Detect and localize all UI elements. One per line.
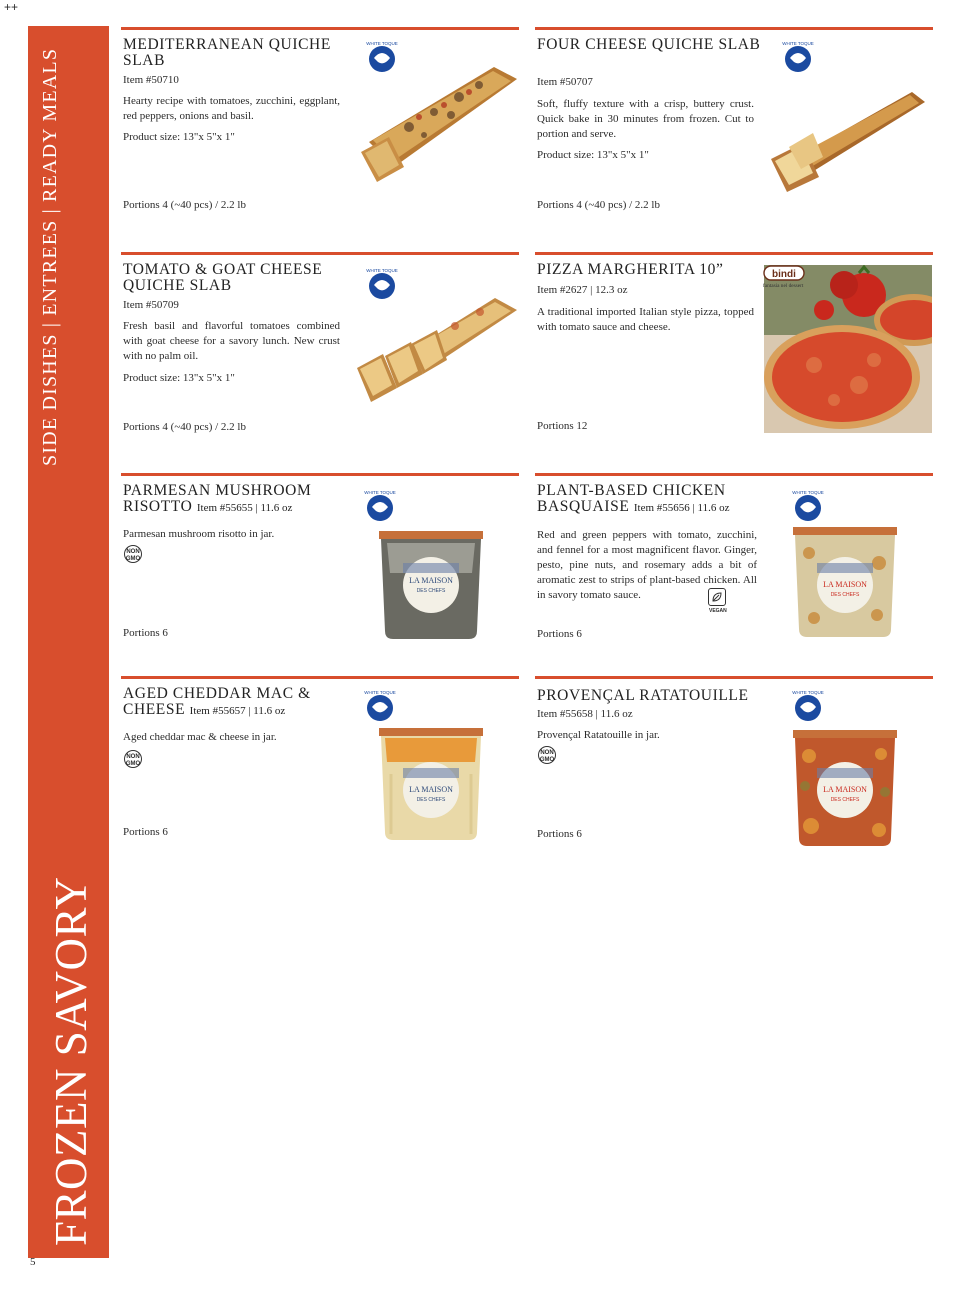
product-title: PARMESAN MUSHROOM RISOTTO Item #55655 | 11.6 oz [123,482,312,515]
product-item-number: Item #50707 [537,76,593,88]
jar-image [375,724,487,844]
white-toque-logo-icon [791,488,825,522]
svg-text:LA MAISON: LA MAISON [823,785,867,794]
quiche-slab-image [355,288,519,408]
bindi-logo-text: bindi [772,269,796,280]
product-description: Provençal Ratatouille in jar. [537,729,660,741]
svg-text:WHITE TOQUE: WHITE TOQUE [364,690,396,695]
sidebar-subtitle: SIDE DISHES | ENTREES | READY MEALS [39,47,61,466]
product-size: Product size: 13"x 5"x 1" [123,372,235,384]
product-portions: Portions 12 [537,420,588,432]
product-title: PLANT-BASED CHICKEN BASQUAISE Item #55656 | 11.6 oz [537,482,730,515]
white-toque-logo-icon [791,688,825,722]
vegan-icon [708,588,726,606]
product-portions: Portions 6 [537,628,582,640]
product-title: TOMATO & GOAT CHEESE QUICHE SLAB [123,261,323,294]
white-toque-logo-icon [363,488,397,522]
corner-mark: ++ [4,0,19,14]
svg-text:WHITE TOQUE: WHITE TOQUE [366,268,398,273]
card-rule [121,252,519,255]
white-toque-logo-icon [363,688,397,722]
product-card-mediterranean-quiche [121,27,519,217]
non-gmo-badge-icon: NON GMO [124,750,142,768]
product-size: Product size: 13"x 5"x 1" [537,149,649,161]
product-card-parmesan-risotto [121,473,519,663]
product-card-aged-cheddar-mac [121,676,519,866]
product-description: Fresh basil and flavorful tomatoes combined with goat cheese for a savory lunch. New crust with no palm oil. [123,320,340,362]
product-card-tomato-goat-quiche [121,252,519,442]
pizza-image [764,265,932,433]
product-item-number: Item #50710 [123,74,179,86]
product-description: Parmesan mushroom risotto in jar. [123,528,275,540]
product-item-number: Item #50709 [123,299,179,311]
svg-text:LA MAISON: LA MAISON [409,785,453,794]
svg-text:DES CHEFS: DES CHEFS [416,588,446,594]
svg-text:WHITE TOQUE: WHITE TOQUE [364,490,396,495]
product-portions: Portions 4 (~40 pcs) / 2.2 lb [537,199,660,211]
card-rule [535,473,933,476]
bindi-logo-icon [763,264,823,290]
card-rule [121,676,519,679]
product-card-pizza-margherita [535,252,933,442]
page-number: 5 [30,1256,36,1268]
card-rule [121,27,519,30]
product-description: Aged cheddar mac & cheese in jar. [123,731,277,743]
product-description: Hearty recipe with tomatoes, zucchini, eggplant, red peppers, onions and basil. [123,95,340,122]
svg-text:DES CHEFS: DES CHEFS [830,592,860,598]
product-title: PROVENÇAL RATATOUILLE [537,687,749,704]
product-portions: Portions 4 (~40 pcs) / 2.2 lb [123,199,246,211]
svg-text:WHITE TOQUE: WHITE TOQUE [792,490,824,495]
card-rule [121,473,519,476]
product-item-number: Item #55658 | 11.6 oz [537,708,633,720]
product-portions: Portions 6 [123,826,168,838]
non-gmo-badge-icon: NON GMO [538,746,556,764]
product-portions: Portions 6 [537,828,582,840]
jar-image [789,726,901,850]
bindi-logo-sub: fantasia nel dessert [763,283,804,289]
svg-text:DES CHEFS: DES CHEFS [830,797,860,803]
product-card-plant-based-basquaise [535,473,933,663]
svg-text:DES CHEFS: DES CHEFS [416,797,446,803]
product-size: Product size: 13"x 5"x 1" [123,131,235,143]
product-item-number: Item #2627 | 12.3 oz [537,284,628,296]
product-item-number: Item #55656 | 11.6 oz [633,502,730,514]
svg-text:LA MAISON: LA MAISON [823,580,867,589]
product-title: AGED CHEDDAR MAC & CHEESE Item #55657 | 11.6 oz [123,685,311,718]
product-title: PIZZA MARGHERITA 10” [537,261,724,278]
product-item-number: Item #55655 | 11.6 oz [196,502,293,514]
product-item-number: Item #55657 | 11.6 oz [189,705,286,717]
quiche-slab-image [359,57,519,187]
product-card-provencal-ratatouille [535,676,933,866]
product-description: Soft, fluffy texture with a crisp, buttery crust. Quick bake in 30 minutes from frozen. Cut to portion and serve. [537,98,754,140]
quiche-slab-image [767,67,927,197]
product-card-four-cheese-quiche [535,27,933,217]
sidebar-title: FROZEN SAVORY [46,876,96,1246]
product-description: Red and green peppers with tomato, zucchini, and fennel for a most magnificent flavor. Ginger, pesto, pine nuts, and rosemary adds a bit of aromatic zest to strips of plant-based chicken. All in savory tomato sauce. [537,529,757,601]
svg-text:LA MAISON: LA MAISON [409,576,453,585]
jar-image [789,523,901,641]
card-rule [535,27,933,30]
product-portions: Portions 6 [123,627,168,639]
vegan-label: VEGAN [709,608,727,614]
svg-text:WHITE TOQUE: WHITE TOQUE [782,41,814,46]
non-gmo-badge-icon: NON GMO [124,545,142,563]
product-portions: Portions 4 (~40 pcs) / 2.2 lb [123,421,246,433]
card-rule [535,676,933,679]
jar-image [375,523,487,641]
product-title: MEDITERRANEAN QUICHE SLAB [123,36,331,69]
product-title: FOUR CHEESE QUICHE SLAB [537,36,761,53]
card-rule [535,252,933,255]
svg-text:WHITE TOQUE: WHITE TOQUE [792,690,824,695]
svg-text:WHITE TOQUE: WHITE TOQUE [366,41,398,46]
product-description: A traditional imported Italian style pizza, topped with tomato sauce and cheese. [537,306,754,333]
